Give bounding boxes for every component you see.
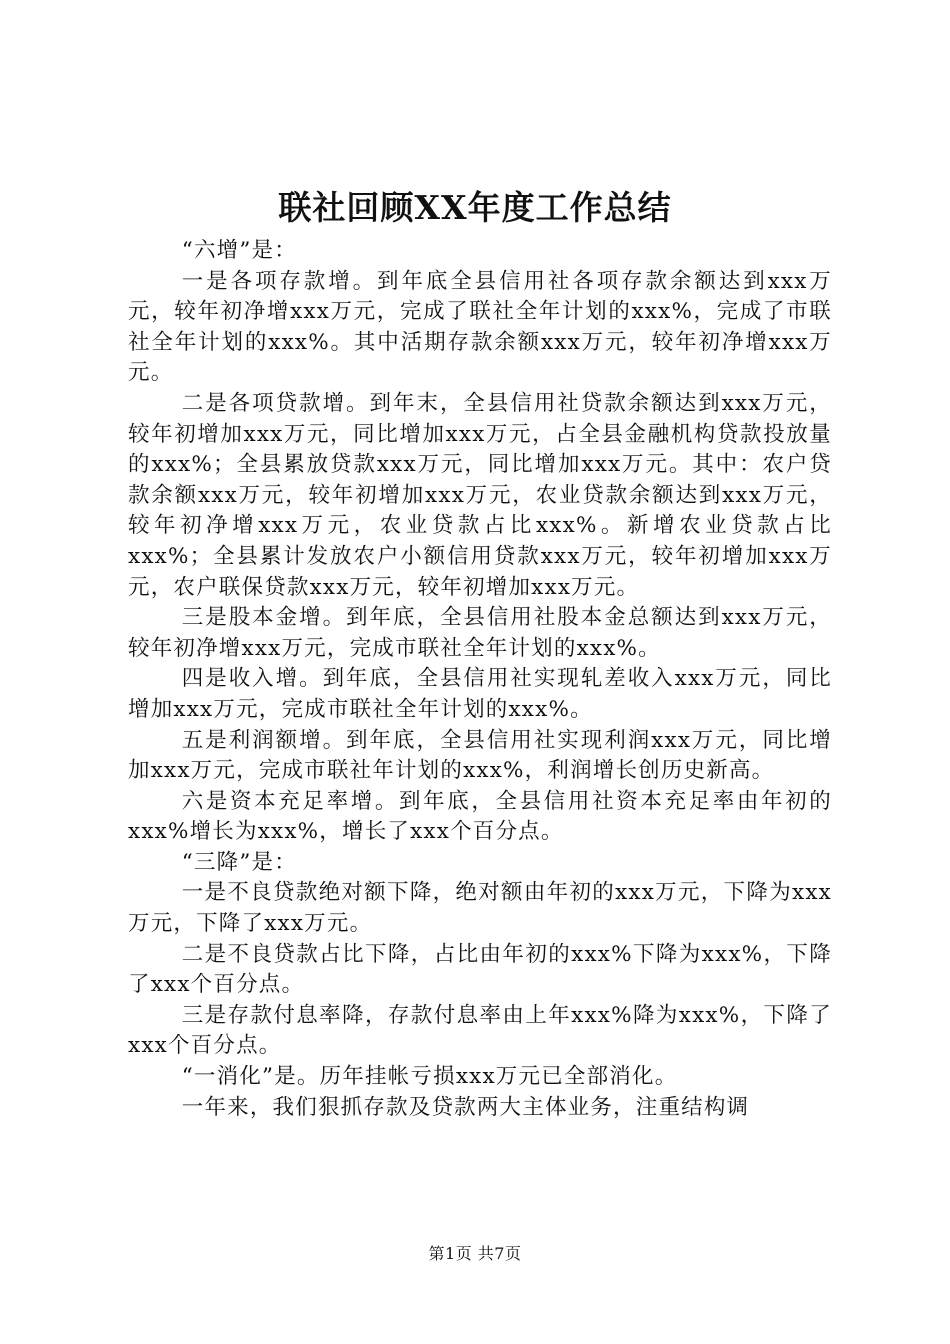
paragraph-yixiaohua: “一消化”是。历年挂帐亏损xxx万元已全部消化。: [181, 1064, 678, 1090]
paragraph-loans: 二是各项贷款增。到年末，全县信用社贷款余额达到xxx万元，较年初增加xxx万元，同比增加xxx万元，占全县金融机构贷款投放量的xxx%；全县累放贷款xxx万元，同比增加xxx万元。其中：农户贷款余额xxx万元，较年初增加xxx万元，农业贷款余额达到xxx万元，较年初净增xxx万元，农业贷款占比xxx%。新增农业贷款占比xxx%；全县累计发放农户小额信用贷款xxx万元，较年初增加xxx万元，农户联保贷款xxx万元，较年初增加xxx万元。: [128, 390, 832, 600]
paragraph-income: 四是收入增。到年底，全县信用社实现轧差收入xxx万元，同比增加xxx万元，完成市联社全年计划的xxx%。: [128, 666, 832, 722]
document-body: [128, 236, 832, 1123]
paragraph-capital-adequacy: 六是资本充足率增。到年底，全县信用社资本充足率由年初的xxx%增长为xxx%，增长了xxx个百分点。: [128, 788, 832, 845]
paragraph-share-capital: 三是股本金增。到年底，全县信用社股本金总额达到xxx万元，较年初净增xxx万元，完成市联社全年计划的xxx%。: [128, 605, 832, 661]
paragraph-interest-rate: 三是存款付息率降，存款付息率由上年xxx%降为xxx%，下降了xxx个百分点。: [128, 1002, 832, 1059]
paragraph-sanjiang-heading: “三降”是：: [181, 849, 297, 875]
paragraph-summary: 一年来，我们狠抓存款及贷款两大主体业务，注重结构调: [181, 1094, 750, 1120]
paragraph-liuzeng-heading: “六增”是：: [181, 238, 297, 263]
page-footer: 第1页 共7页: [428, 1244, 522, 1263]
paragraph-deposits: 一是各项存款增。到年底全县信用社各项存款余额达到xxx万元，较年初净增xxx万元，完成了联社全年计划的xxx%，完成了市联社全年计划的xxx%。其中活期存款余额xxx万元，较年初净增xxx万元。: [128, 268, 832, 386]
paragraph-profit: 五是利润额增。到年底，全县信用社实现利润xxx万元，同比增加xxx万元，完成市联社年计划的xxx%，利润增长创历史新高。: [128, 727, 832, 784]
paragraph-npl-ratio: 二是不良贷款占比下降，占比由年初的xxx%下降为xxx%，下降了xxx个百分点。: [128, 941, 832, 998]
document-title: 联社回顾XX年度工作总结: [278, 188, 672, 227]
paragraph-npl-amount: 一是不良贷款绝对额下降，绝对额由年初的xxx万元，下降为xxx万元，下降了xxx万元。: [128, 880, 832, 937]
